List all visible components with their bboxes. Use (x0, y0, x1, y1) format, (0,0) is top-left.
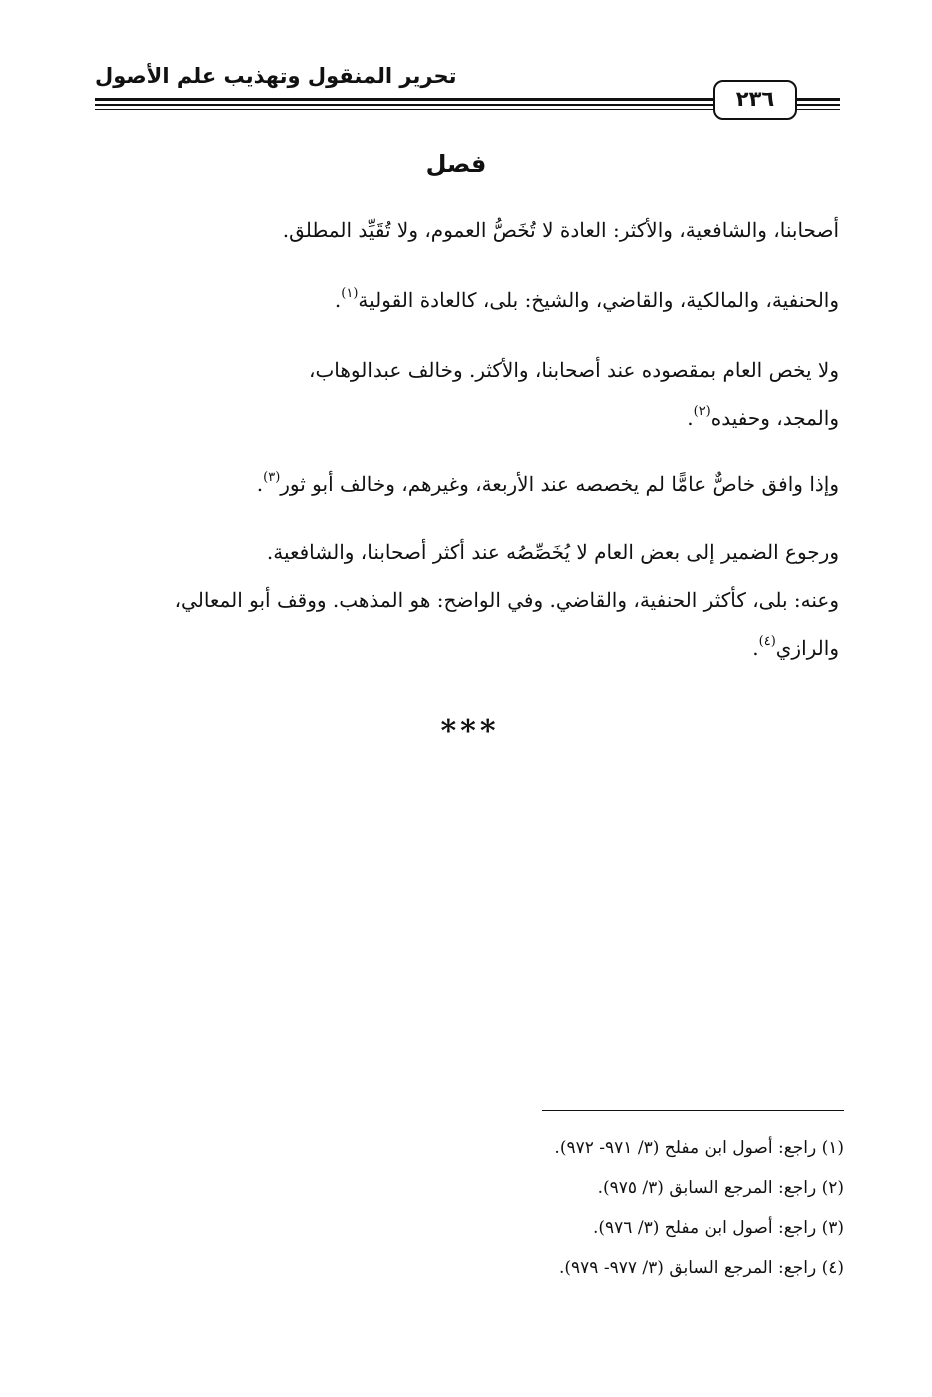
page-number: ٢٣٦ (713, 80, 797, 120)
footnote-marker[interactable]: (٣) (263, 470, 281, 485)
paragraph-line: والحنفية، والمالكية، والقاضي، والشيخ: بلى، كالعادة القولية (358, 288, 839, 312)
section-title: فصل (425, 150, 487, 178)
paragraph (94, 276, 839, 324)
paragraph-line-last (94, 624, 839, 672)
footnote-marker[interactable]: (٢) (693, 404, 711, 419)
footnote-marker[interactable]: (٤) (758, 634, 776, 649)
section-separator: *** (440, 714, 500, 749)
footnote-item: (٢) راجع: المرجع السابق (٣/ ٩٧٥). (597, 1178, 844, 1198)
paragraph (94, 206, 839, 254)
footnote-item: (٣) راجع: أصول ابن مفلح (٣/ ٩٧٦). (592, 1218, 844, 1238)
paragraph (94, 460, 839, 508)
paragraph-line: أصحابنا، والشافعية، والأكثر: العادة لا تُخَصُّ العموم، ولا تُقَيِّد المطلق. (282, 218, 839, 242)
footnote-item: (٤) راجع: المرجع السابق (٣/ ٩٧٧- ٩٧٩). (559, 1258, 844, 1278)
paragraph-tail: . (687, 406, 694, 430)
paragraph-line-last (94, 394, 839, 442)
footnote-rule (542, 1110, 844, 1111)
paragraph (94, 528, 839, 672)
paragraph-line: وعنه: بلى، كأكثر الحنفية، والقاضي. وفي الواضح: هو المذهب. ووقف أبو المعالي، (174, 588, 839, 612)
footnote-marker[interactable]: (١) (341, 286, 359, 301)
paragraph-tail: . (752, 636, 759, 660)
paragraph-line: ورجوع الضمير إلى بعض العام لا يُخَصِّصُه عند أكثر أصحابنا، والشافعية. (266, 540, 839, 564)
paragraph (94, 346, 839, 442)
paragraph-line: وإذا وافق خاصٌّ عامًّا لم يخصصه عند الأربعة، وغيرهم، وخالف أبو ثور (280, 472, 839, 496)
paragraph-line: والرازي (775, 636, 839, 660)
running-header (95, 60, 840, 120)
book-title: تحرير المنقول وتهذيب علم الأصول (95, 64, 457, 88)
footnotes (99, 1128, 844, 1288)
paragraph-tail: . (334, 288, 342, 312)
footnote-item: (١) راجع: أصول ابن مفلح (٣/ ٩٧١- ٩٧٢). (554, 1138, 844, 1158)
paragraph-line: والمجد، وحفيده (710, 406, 839, 430)
paragraph-tail: . (256, 472, 264, 496)
paragraph-line: ولا يخص العام بمقصوده عند أصحابنا، والأكثر. وخالف عبدالوهاب، (309, 358, 839, 382)
